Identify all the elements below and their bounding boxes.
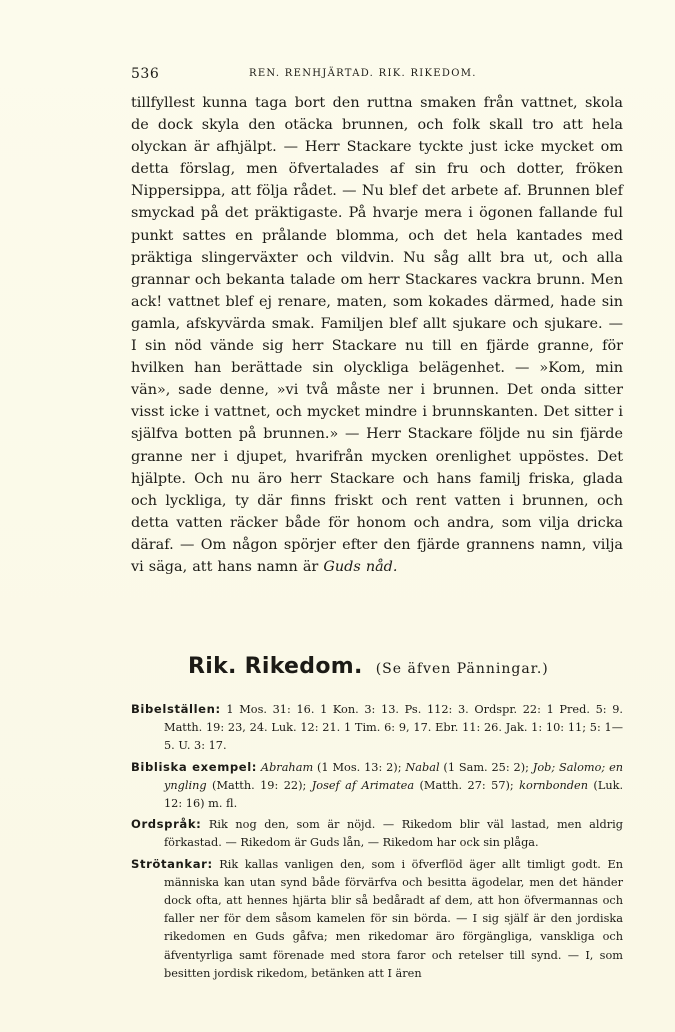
section-title: Rik. Rikedom. bbox=[188, 654, 363, 679]
entry-label: Bibliska exempel: bbox=[131, 759, 258, 774]
example-name: Job; Salomo; en yngling bbox=[164, 760, 624, 792]
section-see-also: (Se äfven Pänningar.) bbox=[375, 661, 549, 677]
example-ref: (1 Sam. 25: 2); bbox=[443, 760, 529, 774]
example-ref: (Matth. 19: 22); bbox=[212, 778, 307, 792]
entry-bibliska-exempel bbox=[131, 758, 623, 814]
entries-list bbox=[131, 700, 623, 985]
page-number: 536 bbox=[131, 66, 160, 82]
entry-ordsprak bbox=[131, 815, 623, 852]
entry-text: Rik kallas vanligen den, som i öfverflöd äger allt timligt godt. En människa kan utan synd både förvärfva och besitta ägodelar, men det händer dock ofta, att hennes hjärta blir så bedåradt af dem, att hon öfvermannas och faller ner för dem såsom kamelen för sin börda. — I sig själf är den jordiska rikedomen en Guds gåfva; men rikedomar äro förgängliga, vanskliga och äfventyrliga samt förenade med stora faror och retelser till synd. — I, som besitten jordisk rikedom, betänken att I ären bbox=[164, 857, 623, 980]
running-title: REN. RENHJÄRTAD. RIK. RIKEDOM. bbox=[249, 68, 477, 79]
example-ref: (1 Mos. 13: 2); bbox=[317, 760, 402, 774]
example-name: Josef af Arimatea bbox=[311, 778, 415, 792]
section-heading bbox=[188, 654, 608, 679]
story-paragraph bbox=[131, 92, 623, 578]
example-name: Nabal bbox=[405, 760, 440, 774]
entry-text: Rik nog den, som är nöjd. — Rikedom blir väl lastad, men aldrig förkastad. — Rikedom är Guds lån, — Rikedom har ock sin plåga. bbox=[164, 818, 623, 850]
example-name: kornbonden bbox=[519, 778, 588, 792]
entry-text: 1 Mos. 31: 16. 1 Kon. 3: 13. Ps. 112: 3. Ordspr. 22: 1 Pred. 5: 9. Matth. 19: 23, 24. Luk. 12: 21. 1 Tim. 6: 9, 17. Ebr. 11: 26. Jak. 1: 10: 11; 5: 1—5. U. 3: 17. bbox=[164, 703, 623, 753]
entry-bibelstallen bbox=[131, 700, 623, 756]
entry-label: Bibelställen: bbox=[131, 702, 221, 716]
entry-label: Strötankar: bbox=[131, 856, 213, 871]
entry-strotankar bbox=[131, 855, 623, 983]
entry-label: Ordspråk: bbox=[131, 817, 202, 832]
story-signature: Guds nåd. bbox=[323, 558, 398, 575]
example-ref: (Luk. 12: 16) m. fl. bbox=[164, 778, 624, 811]
example-name: Abraham bbox=[260, 760, 314, 774]
story-text: tillfyllest kunna taga bort den ruttna smaken från vattnet, skola de dock skyla den otäcka brunnen, och folk skall tro att hela olyckan är afhjälpt. — Herr Stackare tyckte just icke mycket om detta förslag, men öfvertalades af sin fru och dotter, fröken Nippersippa, att följa rådet. — Nu blef det arbete af. Brunnen blef smyckad på det präktigaste. På hvarje mera i ögonen fallande ful punkt sattes en prålande blomma, och det hela kantades med präktiga slingerväxter och vildvin. Nu såg allt bra ut, och alla grannar och bekanta talade om herr Stackares vackra brunn. Men ack! vattnet blef ej renare, maten, som kokades därmed, hade sin gamla, afskyvärda smak. Familjen blef allt sjukare och sjukare. — I sin nöd vände sig herr Stackare nu till en fjärde granne, för hvilken han berättade sin olyckliga belägenhet. — »Kom, min vän», sade denne, »vi två måste ner i brunnen. Det onda sitter visst icke i vattnet, och mycket mindre i brunnskanten. Det sitter i själfva botten på brunnen.» — Herr Stackare följde nu sin fjärde granne ner i djupet, hvarifrån mycken orenlighet uppöstes. Det hjälpte. Och nu äro herr Stackare och hans familj friska, glada och lyckliga, ty där finns friskt och rent vatten i brunnen, och detta vatten räcker både för honom och andra, som vilja dricka däraf. — Om någon spörjer efter den fjärde grannens namn, vilja vi säga, att hans namn är bbox=[131, 95, 623, 575]
example-ref: (Matth. 27: 57); bbox=[419, 778, 514, 792]
